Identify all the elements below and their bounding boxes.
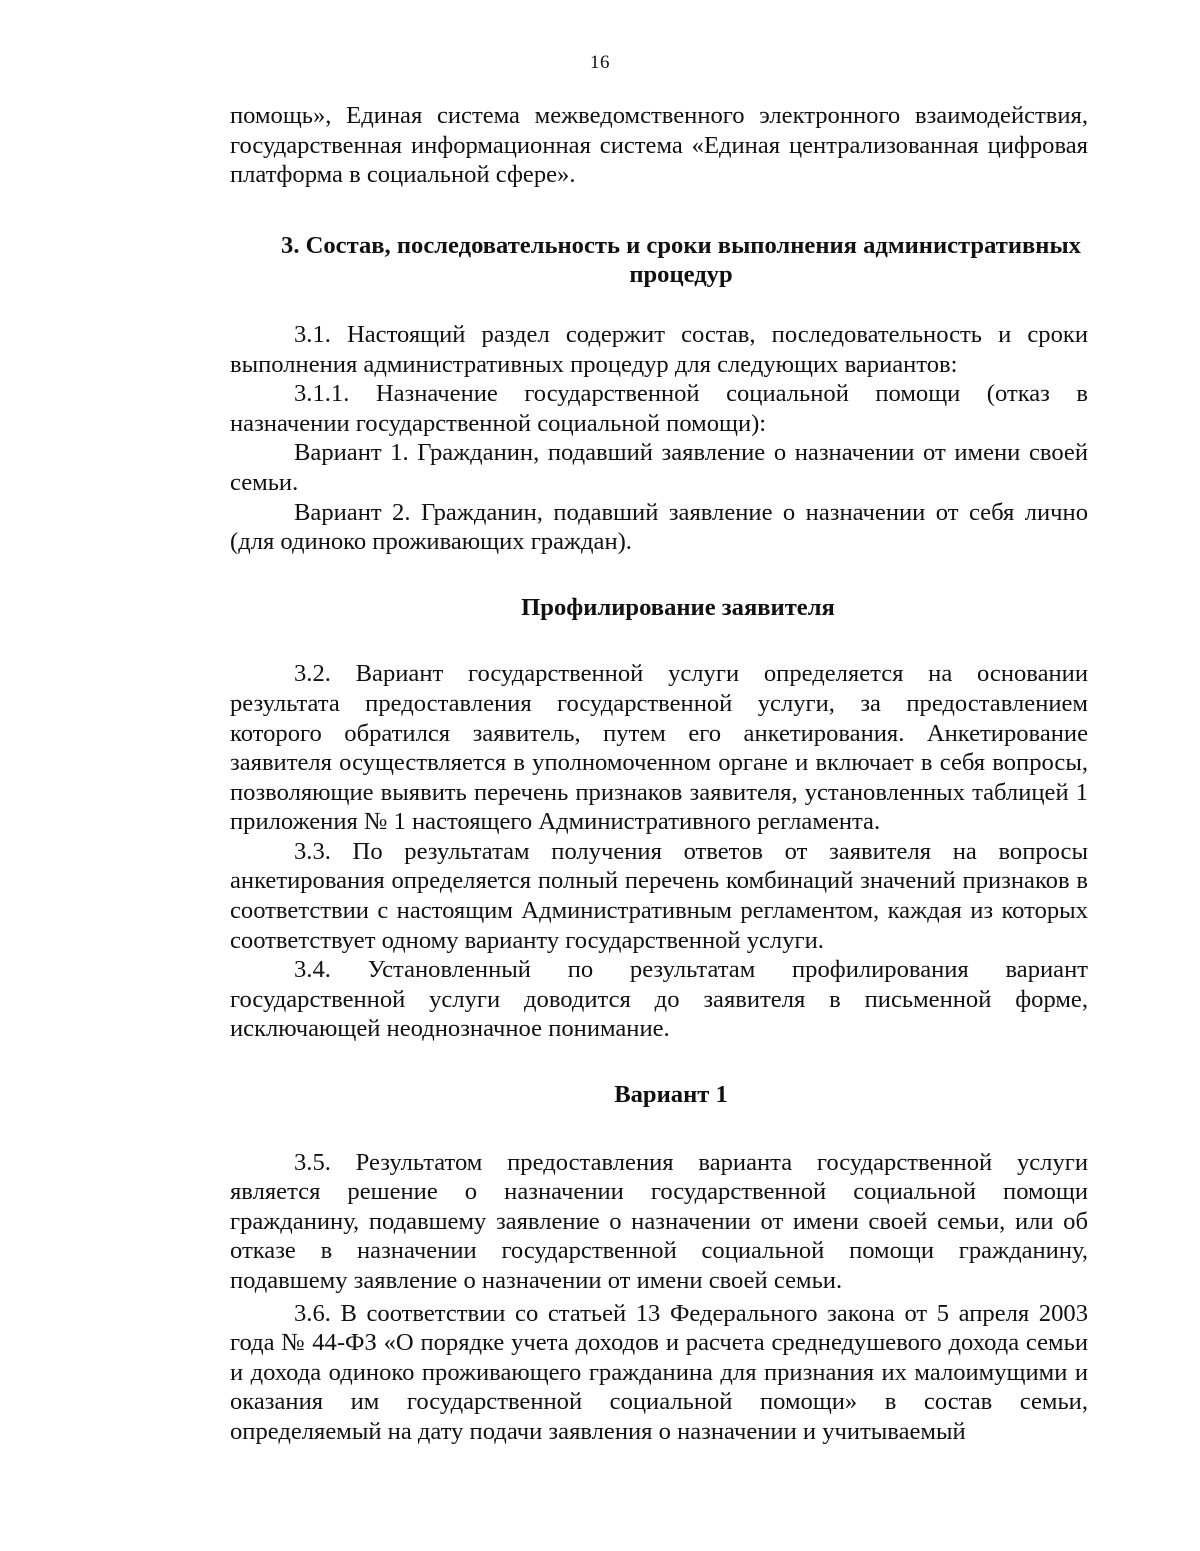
section-heading: 3. Состав, последовательность и сроки выполнения административных процедур: [281, 231, 1081, 289]
paragraph-3-5: 3.5. Результатом предоставления варианта государственной услуги является решение о назначении государственной социальной помощи гражданину, подавшему заявление о назначении от имени своей семьи, или об отказе в назначении государственной социальной помощи гражданину, подавшему заявление о назначении от имени своей семьи.: [230, 1148, 1088, 1294]
paragraph-3-2: 3.2. Вариант государственной услуги определяется на основании результата предоставления государственной услуги, за предоставлением которого обратился заявитель, путем его анкетирования. Анкетирование заявителя осуществляется в уполномоченном органе и включает в себя вопросы, позволяющие выявить перечень признаков заявителя, установленных таблицей 1 приложения № 1 настоящего Административного регламента.: [230, 660, 1088, 836]
paragraph-3-3: 3.3. По результатам получения ответов от заявителя на вопросы анкетирования определяется полный перечень комбинаций значений признаков в соответствии с настоящим Административным регламентом, каждая из которых соответствует одному варианту государственной услуги.: [230, 837, 1088, 954]
document-body: [230, 101, 1088, 1447]
paragraph-variant-1-description: Вариант 1. Гражданин, подавший заявление о назначении от имени своей семьи.: [230, 439, 1088, 496]
paragraph-3-1: 3.1. Настоящий раздел содержит состав, последовательность и сроки выполнения административных процедур для следующих вариантов:: [230, 320, 1088, 378]
paragraph-3-4: 3.4. Установленный по результатам профилирования вариант государственной услуги доводится до заявителя в письменной форме, исключающей неоднозначное понимание.: [230, 956, 1088, 1043]
subheading-variant-1: Вариант 1: [614, 1081, 728, 1109]
paragraph-3-6: 3.6. В соответствии со статьей 13 Федерального закона от 5 апреля 2003 года № 44-ФЗ «О порядке учета доходов и расчета среднедушевого дохода семьи и дохода одиноко проживающего гражданина для признания их малоимущими и оказания им государственной социальной помощи» в состав семьи, определяемый на дату подачи заявления о назначении и учитываемый: [230, 1299, 1088, 1445]
page-number: 16: [590, 52, 610, 73]
paragraph-3-1-1: 3.1.1. Назначение государственной социальной помощи (отказ в назначении государственной социальной помощи):: [230, 380, 1088, 437]
paragraph-variant-2-description: Вариант 2. Гражданин, подавший заявление о назначении от себя лично (для одиноко проживающих граждан).: [230, 498, 1088, 556]
intro-paragraph: помощь», Единая система межведомственного электронного взаимодействия, государственная информационная система «Единая централизованная цифровая платформа в социальной сфере».: [230, 102, 1088, 189]
subheading-profiling: Профилирование заявителя: [521, 593, 835, 621]
